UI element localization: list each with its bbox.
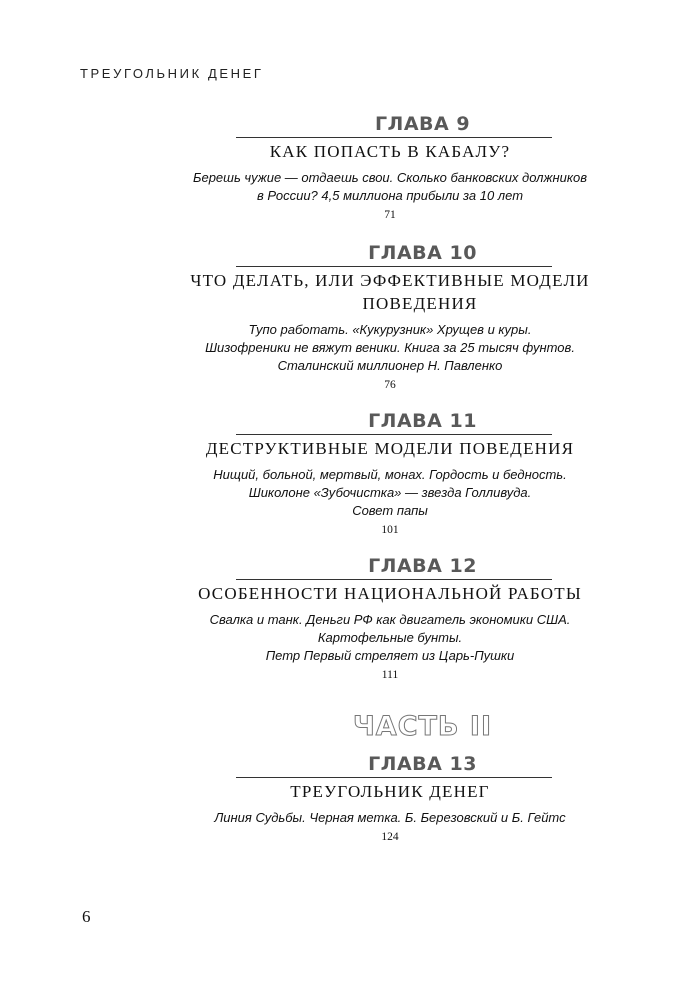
chapter-number: ГЛАВА 12 bbox=[368, 555, 477, 577]
chapter-number: ГЛАВА 13 bbox=[368, 753, 477, 775]
chapter-title: ТРЕУГОЛЬНИК ДЕНЕГ bbox=[290, 782, 490, 801]
chapter-page-number: 101 bbox=[381, 524, 399, 536]
chapter-number: ГЛАВА 9 bbox=[374, 113, 471, 135]
divider bbox=[236, 579, 552, 580]
divider bbox=[236, 434, 552, 435]
description-line: в России? 4,5 миллиона прибыли за 10 лет bbox=[256, 188, 524, 203]
chapter-title bbox=[170, 269, 610, 315]
chapter-description bbox=[170, 466, 610, 520]
chapter-title: ДЕСТРУКТИВНЫЕ МОДЕЛИ ПОВЕДЕНИЯ bbox=[205, 439, 575, 458]
chapter-page-number: 76 bbox=[384, 379, 396, 391]
running-header: ТРЕУГОЛЬНИК ДЕНЕГ bbox=[80, 66, 264, 81]
description-line: Картофельные бунты. bbox=[317, 630, 463, 645]
description-line: Петр Первый стреляет из Царь-Пушки bbox=[265, 648, 515, 663]
title-line: ЧТО ДЕЛАТЬ, ИЛИ ЭФФЕКТИВНЫЕ МОДЕЛИ bbox=[190, 271, 590, 290]
divider bbox=[236, 137, 552, 138]
toc-entry-chapter-11[interactable] bbox=[170, 409, 610, 536]
description-line: Линия Судьбы. Черная метка. Б. Березовский и Б. Гейтс bbox=[214, 810, 566, 825]
chapter-page-number: 71 bbox=[384, 209, 396, 221]
chapter-page-number: 111 bbox=[381, 669, 399, 681]
description-line: Свалка и танк. Деньги РФ как двигатель экономики США. bbox=[209, 612, 571, 627]
description-line: Совет папы bbox=[352, 503, 428, 518]
description-line: Шизофреники не вяжут веники. Книга за 25 тысяч фунтов. bbox=[205, 340, 575, 355]
title-line: ПОВЕДЕНИЯ bbox=[362, 294, 478, 313]
description-line: Сталинский миллионер Н. Павленко bbox=[277, 358, 503, 373]
chapter-description bbox=[170, 611, 610, 665]
toc-entry-chapter-13[interactable] bbox=[170, 752, 610, 843]
description-line: Берешь чужие — отдаешь свои. Сколько банковских должников bbox=[193, 170, 587, 185]
chapter-description bbox=[170, 321, 610, 375]
divider bbox=[236, 777, 552, 778]
toc-entry-chapter-12[interactable] bbox=[170, 554, 610, 681]
divider bbox=[236, 266, 552, 267]
chapter-number: ГЛАВА 11 bbox=[368, 410, 477, 432]
table-of-contents bbox=[170, 112, 610, 843]
page-number: 6 bbox=[82, 907, 91, 926]
chapter-number: ГЛАВА 10 bbox=[368, 242, 477, 264]
description-line: Шиколоне «Зубочистка» — звезда Голливуда. bbox=[248, 485, 532, 500]
part-heading[interactable]: ЧАСТЬ II bbox=[352, 711, 493, 742]
description-line: Тупо работать. «Кукурузник» Хрущев и куры. bbox=[248, 322, 532, 337]
chapter-description bbox=[170, 169, 610, 205]
chapter-title: ОСОБЕННОСТИ НАЦИОНАЛЬНОЙ РАБОТЫ bbox=[198, 584, 582, 603]
chapter-description bbox=[170, 809, 610, 827]
chapter-title: КАК ПОПАСТЬ В КАБАЛУ? bbox=[269, 142, 511, 161]
toc-entry-chapter-10[interactable] bbox=[170, 241, 610, 391]
toc-entry-chapter-9[interactable] bbox=[170, 112, 610, 221]
description-line: Нищий, больной, мертвый, монах. Гордость и бедность. bbox=[213, 467, 567, 482]
chapter-page-number: 124 bbox=[381, 831, 399, 843]
